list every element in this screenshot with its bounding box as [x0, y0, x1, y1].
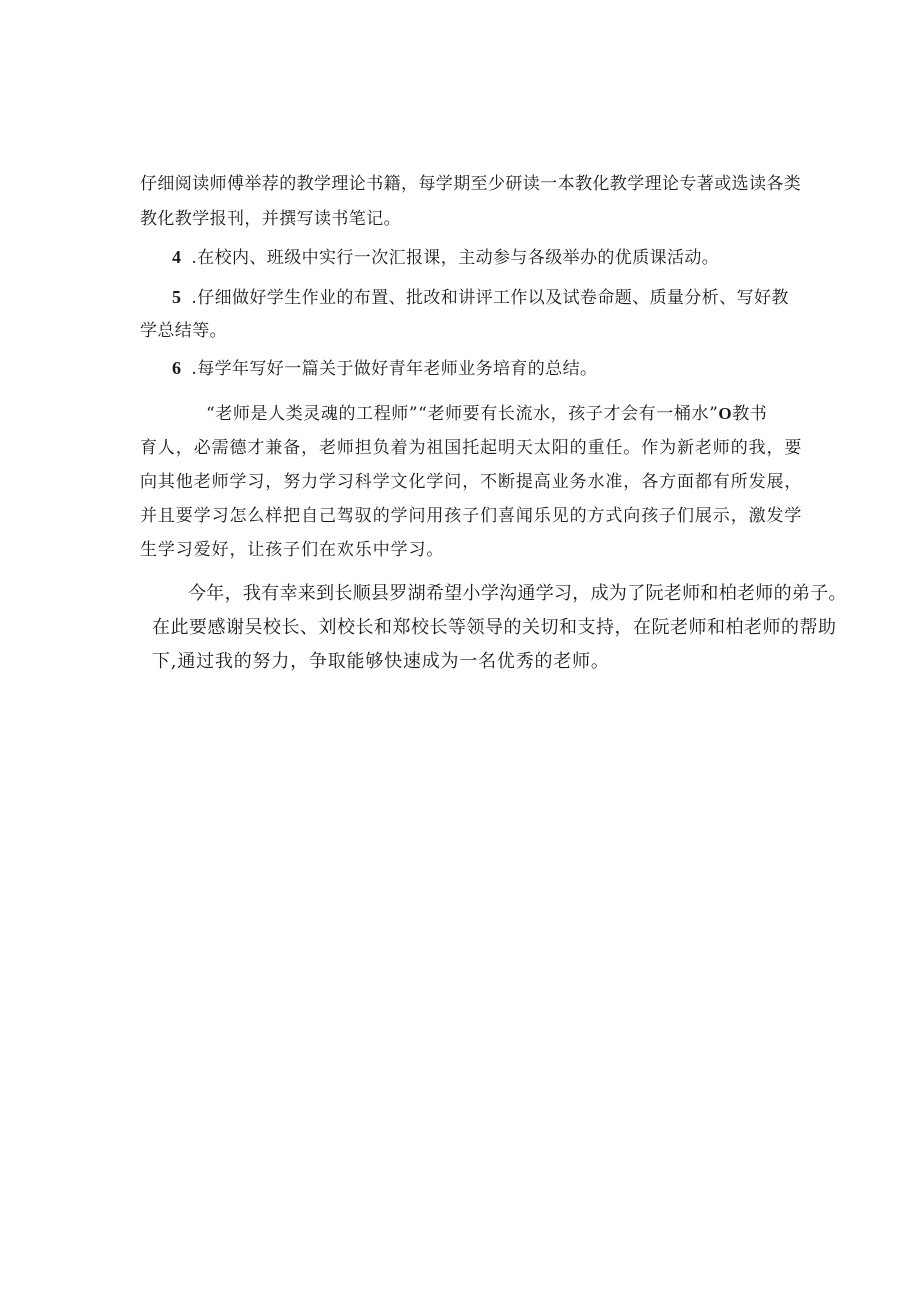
paragraph-intro-line-2: 在此要感谢吴校长、刘校长和郑校长等领导的关切和支持，在阮老师和柏老师的帮助 — [152, 617, 837, 638]
list-item-5 — [172, 285, 789, 310]
list-item-5-line-2: 学总结等。 — [140, 321, 227, 341]
list-item-6 — [172, 356, 597, 381]
paragraph-quote-line-4: 并且要学习怎么样把自己驾驭的学问用孩子们喜闻乐见的方式向孩子们展示，激发学 — [140, 506, 803, 526]
paragraph-reading-line-1: 仔细阅读师傅举荐的教学理论书籍，每学期至少研读一本教化教学理论专著或选读各类 — [140, 174, 802, 194]
paragraph-quote-line-2: 育人，必需德才兼备，老师担负着为祖国托起明天太阳的重任。作为新老师的我，要 — [140, 438, 803, 458]
paragraph-quote-line-3: 向其他老师学习，努力学习科学文化学问，不断提高业务水准，各方面都有所发展， — [140, 472, 803, 492]
list-item-number: 4 — [172, 247, 182, 267]
list-item-number: 5 — [172, 287, 182, 307]
paragraph-quote-line-5: 生学习爱好，让孩子们在欢乐中学习。 — [140, 540, 445, 560]
quote-mark: O — [718, 404, 733, 423]
list-item-4 — [172, 245, 719, 270]
list-item-number: 6 — [172, 358, 182, 378]
paragraph-quote-line-1 — [206, 402, 767, 426]
list-item-text: .每学年写好一篇关于做好青年老师业务培育的总结。 — [191, 359, 598, 379]
list-item-text: .仔细做好学生作业的布置、批改和讲评工作以及试卷命题、质量分析、写好教 — [191, 288, 789, 308]
quote-text: “老师是人类灵魂的工程师”“老师要有长流水，孩子才会有一桶水” — [206, 404, 719, 424]
paragraph-reading-line-2: 教化教学报刊，并撰写读书笔记。 — [140, 209, 401, 229]
paragraph-intro-line-1: 今年，我有幸来到长顺县罗湖希望小学沟通学习，成为了阮老师和柏老师的弟子。 — [188, 583, 847, 604]
quote-tail: 教书 — [732, 404, 768, 424]
paragraph-intro-line-3: 下,通过我的努力，争取能够快速成为一名优秀的老师。 — [152, 651, 610, 672]
list-item-text: .在校内、班级中实行一次汇报课，主动参与各级举办的优质课活动。 — [191, 248, 720, 268]
